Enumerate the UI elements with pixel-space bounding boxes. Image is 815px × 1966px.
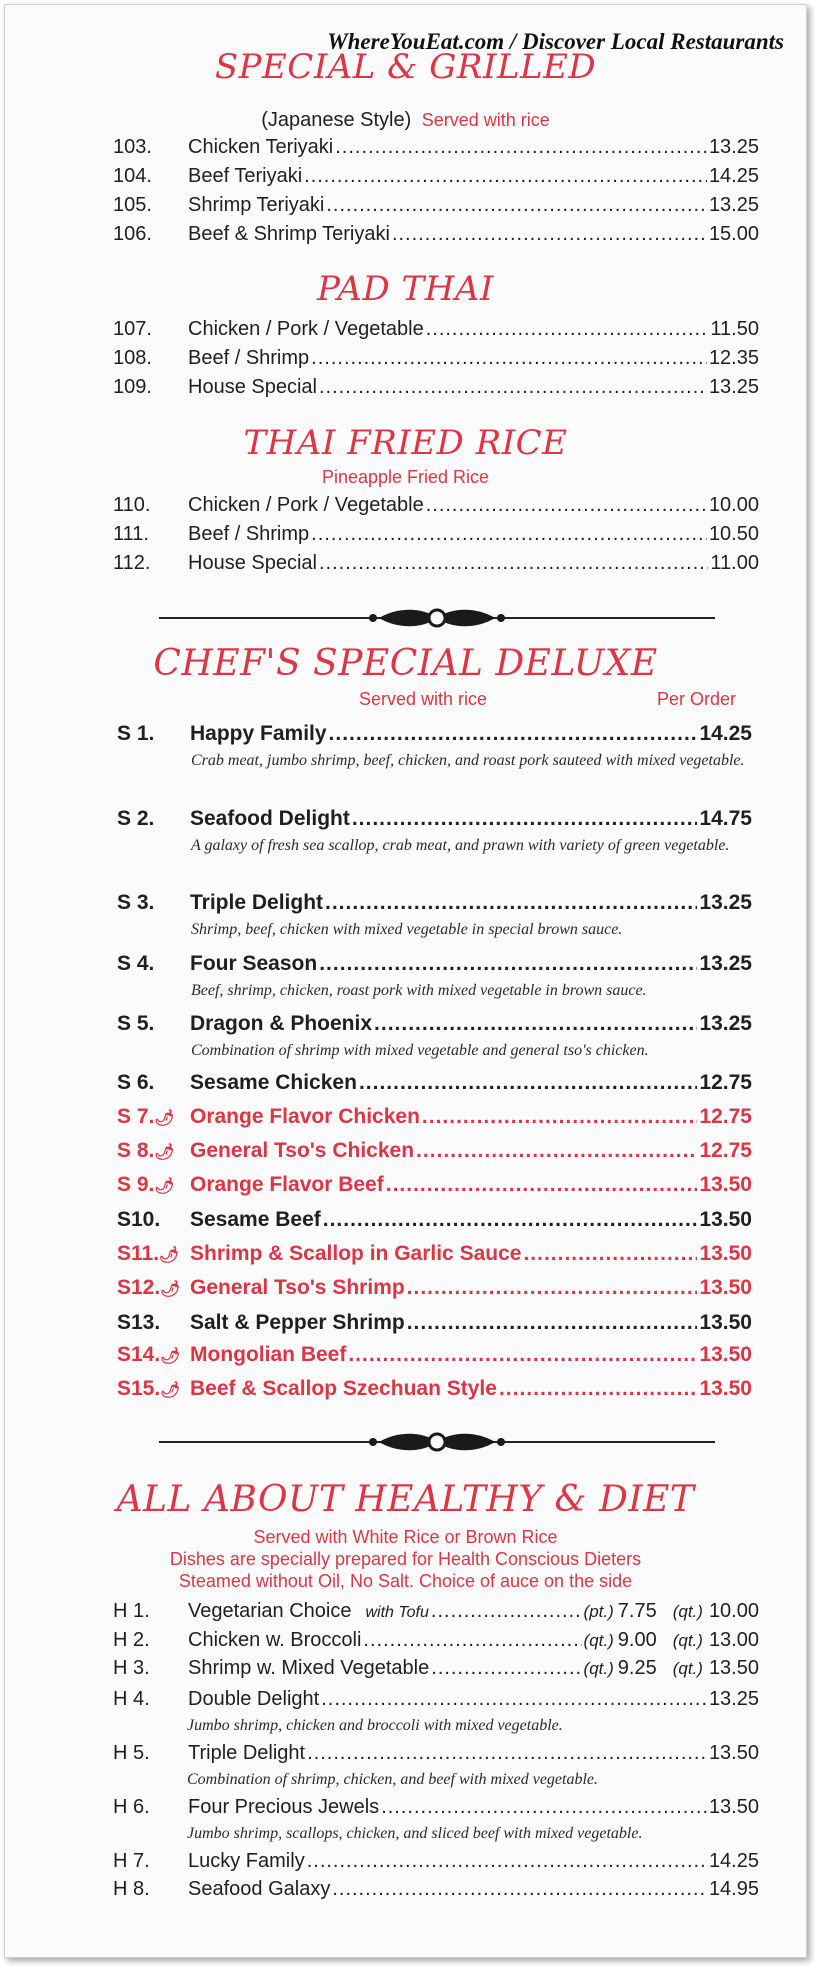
item-name: Chicken w. Broccoli	[188, 1629, 362, 1651]
item-price: 13.50	[699, 1343, 752, 1366]
item-price: 14.95	[708, 1878, 759, 1900]
dot-leader	[335, 136, 707, 159]
chili-pepper-icon: 🌶︎	[160, 1281, 181, 1298]
item-description: Crab meat, jumbo shrimp, beef, chicken, and roast pork sauteed with mixed vegetable.	[191, 752, 745, 769]
menu-item	[113, 1796, 759, 1822]
menu-item	[113, 194, 759, 220]
item-price-large: 13.50	[708, 1657, 759, 1679]
item-number: S15.🌶︎	[117, 1377, 181, 1400]
item-number: H 1.	[113, 1600, 150, 1622]
menu-item	[113, 1629, 759, 1655]
dot-leader	[386, 1173, 698, 1197]
item-description: Shrimp, beef, chicken with mixed vegetable in special brown sauce.	[191, 921, 623, 938]
item-number: H 8.	[113, 1878, 150, 1900]
pineapple-fried-rice-label: Pineapple Fried Rice	[321, 467, 490, 487]
item-number: S10.	[117, 1208, 161, 1231]
item-name: Beef & Shrimp Teriyaki	[188, 223, 390, 245]
item-number: 103.	[113, 136, 152, 158]
menu-item	[117, 952, 752, 978]
size-label: (qt.)	[672, 1602, 703, 1621]
site-header: WhereYouEat.com / Discover Local Restaurants	[327, 29, 784, 54]
dot-leader	[348, 1343, 697, 1367]
item-name: Sesame Beef	[190, 1208, 321, 1231]
item-name: Four Season	[190, 952, 318, 975]
item-name: Orange Flavor Beef	[190, 1173, 384, 1196]
item-number: H 6.	[113, 1796, 150, 1818]
item-name: Mongolian Beef	[190, 1343, 347, 1366]
item-description: Beef, shrimp, chicken, roast pork with mixed vegetable in brown sauce.	[191, 982, 647, 999]
item-price: 13.50	[699, 1276, 752, 1299]
item-name: Vegetarian Choice	[188, 1600, 352, 1622]
section-title-thai-fried-rice: THAI FRIED RICE	[243, 423, 568, 463]
dot-leader	[329, 722, 698, 746]
item-number: S 1.	[117, 722, 155, 745]
item-price: 13.25	[699, 952, 752, 975]
item-description: Combination of shrimp with mixed vegetable and general tso's chicken.	[191, 1042, 649, 1059]
ornament-divider	[159, 605, 715, 631]
section-title-special-grilled: SPECIAL & GRILLED	[214, 47, 597, 87]
item-name: General Tso's Chicken	[190, 1139, 415, 1162]
menu-item	[113, 1850, 759, 1876]
item-number: H 3.	[113, 1657, 150, 1679]
menu-item	[113, 165, 759, 191]
dot-leader	[332, 1878, 707, 1901]
item-price: 10.50	[708, 523, 759, 545]
chili-pepper-icon: 🌶︎	[154, 1144, 175, 1161]
item-name: Four Precious Jewels	[188, 1796, 380, 1818]
item-price: 12.75	[699, 1139, 752, 1162]
chili-pepper-icon: 🌶︎	[160, 1348, 181, 1365]
item-price-large: 13.00	[708, 1629, 759, 1651]
item-price: 13.25	[708, 194, 759, 216]
item-price: 13.25	[708, 136, 759, 158]
menu-item-spicy	[117, 1276, 752, 1302]
item-number: S14.🌶︎	[117, 1343, 181, 1366]
item-name: Triple Delight	[188, 1742, 306, 1764]
item-description: Jumbo shrimp, scallops, chicken, and sliced beef with mixed vegetable.	[187, 1825, 643, 1842]
special-grilled-subtitle	[5, 109, 806, 132]
menu-item	[117, 1208, 752, 1234]
item-name: Seafood Delight	[190, 807, 350, 830]
dot-leader	[352, 807, 698, 831]
dot-leader	[326, 194, 707, 217]
item-number: 104.	[113, 165, 152, 187]
menu-item	[113, 1600, 759, 1626]
item-name: Beef & Scallop Szechuan Style	[190, 1377, 497, 1400]
dot-leader	[499, 1377, 698, 1401]
dot-leader	[311, 523, 707, 546]
dot-leader	[319, 552, 708, 575]
menu-item	[113, 136, 759, 162]
item-name: Chicken / Pork / Vegetable	[188, 494, 424, 516]
item-number: 106.	[113, 223, 152, 245]
ornament-divider	[159, 1429, 715, 1455]
item-number: S 5.	[117, 1012, 155, 1035]
item-price-large: 10.00	[708, 1600, 759, 1622]
item-price-small: 9.00	[617, 1629, 657, 1651]
item-name: Double Delight	[188, 1688, 320, 1710]
menu-item-spicy	[117, 1105, 752, 1131]
menu-item	[113, 1742, 759, 1768]
menu-item	[113, 347, 759, 373]
dot-leader	[319, 376, 707, 399]
served-with-rice-label: Served with rice	[421, 110, 550, 130]
item-price-small: 7.75	[617, 1600, 657, 1622]
chili-pepper-icon: 🌶︎	[154, 1110, 175, 1127]
section-title-chefs-special: CHEF'S SPECIAL DELUXE	[153, 643, 658, 684]
item-number: H 5.	[113, 1742, 150, 1764]
item-number: H 7.	[113, 1850, 150, 1872]
menu-item	[113, 376, 759, 402]
menu-item	[113, 318, 759, 344]
healthy-note: Steamed without Oil, No Salt. Choice of auce on the side	[178, 1571, 633, 1591]
item-name: Sesame Chicken	[190, 1071, 357, 1094]
item-price: 11.00	[710, 552, 759, 574]
size-label: (pt.)	[583, 1602, 614, 1621]
dot-leader	[407, 1311, 698, 1335]
dot-leader	[304, 165, 707, 188]
per-order-label: Per Order	[657, 689, 737, 709]
item-price: 12.75	[699, 1105, 752, 1128]
item-price: 13.50	[699, 1311, 752, 1334]
item-name: Chicken / Pork / Vegetable	[188, 318, 424, 340]
item-price: 12.75	[699, 1071, 752, 1094]
menu-item	[113, 223, 759, 249]
item-name: Shrimp w. Mixed Vegetable	[188, 1657, 430, 1679]
item-number: S12.🌶︎	[117, 1276, 181, 1299]
size-label: (qt.)	[672, 1631, 703, 1650]
chili-pepper-icon: 🌶︎	[159, 1247, 180, 1264]
menu-item	[117, 807, 752, 833]
item-number: 111.	[113, 523, 149, 545]
healthy-note: Dishes are specially prepared for Health Conscious Dieters	[169, 1549, 642, 1569]
item-name: Beef / Shrimp	[188, 523, 310, 545]
item-price: 11.50	[710, 318, 759, 340]
size-label: (qt.)	[672, 1659, 703, 1678]
item-price: 13.25	[699, 891, 752, 914]
item-price: 13.50	[708, 1796, 759, 1818]
size-label: (qt.)	[583, 1631, 614, 1650]
item-number: S 7.🌶︎	[117, 1105, 175, 1128]
japanese-style-label: (Japanese Style)	[261, 109, 412, 131]
menu-item	[113, 552, 759, 578]
item-name: Shrimp Teriyaki	[188, 194, 325, 216]
chef-served-with-rice-label: Served with rice	[359, 689, 488, 709]
item-price: 13.50	[699, 1242, 752, 1265]
menu-item-spicy	[117, 1242, 752, 1268]
item-number: 108.	[113, 347, 152, 369]
menu-item-spicy	[117, 1173, 752, 1199]
item-name: Triple Delight	[190, 891, 324, 914]
item-price: 13.25	[699, 1012, 752, 1035]
item-number: S 4.	[117, 952, 155, 975]
menu-item-spicy	[117, 1139, 752, 1165]
healthy-note: Served with White Rice or Brown Rice	[253, 1527, 558, 1547]
dot-leader	[307, 1742, 707, 1765]
item-number: 105.	[113, 194, 152, 216]
dot-leader	[319, 952, 697, 976]
dot-leader	[311, 347, 707, 370]
item-name: Happy Family	[190, 722, 327, 745]
item-price: 10.00	[708, 494, 759, 516]
item-price: 13.50	[708, 1742, 759, 1764]
item-name: General Tso's Shrimp	[190, 1276, 405, 1299]
section-title-pad-thai: PAD THAI	[317, 269, 494, 309]
dot-leader	[426, 494, 707, 517]
section-title-healthy-diet: ALL ABOUT HEALTHY & DIET	[116, 1479, 695, 1520]
item-number: 112.	[113, 552, 151, 574]
dot-leader	[325, 891, 697, 915]
item-name: Dragon & Phoenix	[190, 1012, 373, 1035]
item-name: Beef / Shrimp	[188, 347, 310, 369]
item-number: S 6.	[117, 1071, 155, 1094]
item-name: Chicken Teriyaki	[188, 136, 334, 158]
item-number: S11.🌶︎	[117, 1242, 180, 1265]
menu-item-spicy	[117, 1343, 752, 1369]
menu-item	[117, 1071, 752, 1097]
item-price: 14.75	[699, 807, 752, 830]
item-note: with Tofu	[365, 1604, 429, 1621]
menu-item	[113, 1688, 759, 1714]
item-price: 13.25	[708, 376, 759, 398]
item-name: Salt & Pepper Shrimp	[190, 1311, 405, 1334]
menu-item-spicy	[117, 1377, 752, 1403]
menu-item	[117, 891, 752, 917]
item-name: Seafood Galaxy	[188, 1878, 331, 1900]
dot-leader	[321, 1688, 707, 1711]
dot-leader	[431, 1600, 582, 1623]
item-number: S 3.	[117, 891, 155, 914]
item-price: 13.50	[699, 1173, 752, 1196]
size-label: (qt.)	[583, 1659, 614, 1678]
menu-item	[117, 722, 752, 748]
menu-page	[4, 4, 807, 1958]
dot-leader	[407, 1276, 698, 1300]
item-name: House Special	[188, 376, 317, 398]
menu-item	[117, 1012, 752, 1038]
item-price: 14.25	[699, 722, 752, 745]
item-number: S13.	[117, 1311, 161, 1334]
dot-leader	[422, 1105, 698, 1129]
menu-item	[113, 494, 759, 520]
item-price-small: 9.25	[617, 1657, 657, 1679]
item-number: S 9.🌶︎	[117, 1173, 175, 1196]
item-name: Orange Flavor Chicken	[190, 1105, 420, 1128]
dot-leader	[431, 1657, 581, 1680]
item-price: 14.25	[708, 165, 759, 187]
item-price: 15.00	[708, 223, 759, 245]
dot-leader	[323, 1208, 698, 1232]
item-price: 13.25	[708, 1688, 759, 1710]
item-price: 13.50	[699, 1377, 752, 1400]
item-number: S 2.	[117, 807, 155, 830]
chili-pepper-icon: 🌶︎	[160, 1382, 181, 1399]
item-number: H 2.	[113, 1629, 150, 1651]
item-name: Lucky Family	[188, 1850, 305, 1872]
dot-leader	[392, 223, 707, 246]
item-name: Shrimp & Scallop in Garlic Sauce	[190, 1242, 522, 1265]
item-description: Jumbo shrimp, chicken and broccoli with mixed vegetable.	[187, 1717, 563, 1734]
dot-leader	[363, 1629, 581, 1652]
item-name: Beef Teriyaki	[188, 165, 303, 187]
menu-item	[113, 1657, 759, 1683]
menu-item	[113, 523, 759, 549]
item-name: House Special	[188, 552, 317, 574]
item-number: 107.	[113, 318, 152, 340]
item-number: 110.	[113, 494, 151, 516]
item-number: H 4.	[113, 1688, 150, 1710]
dot-leader	[426, 318, 709, 341]
item-number: 109.	[113, 376, 152, 398]
dot-leader	[523, 1242, 697, 1266]
item-description: A galaxy of fresh sea scallop, crab meat, and prawn with variety of green vegetable.	[191, 837, 730, 854]
dot-leader	[381, 1796, 707, 1819]
item-number: S 8.🌶︎	[117, 1139, 175, 1162]
chili-pepper-icon: 🌶︎	[154, 1178, 175, 1195]
item-description: Combination of shrimp, chicken, and beef with mixed vegetable.	[187, 1771, 599, 1788]
dot-leader	[374, 1012, 697, 1036]
menu-item	[113, 1878, 759, 1904]
dot-leader	[416, 1139, 697, 1163]
item-price: 12.35	[708, 347, 759, 369]
dot-leader	[359, 1071, 698, 1095]
dot-leader	[307, 1850, 707, 1873]
item-price: 14.25	[708, 1850, 759, 1872]
item-price: 13.50	[699, 1208, 752, 1231]
menu-item	[117, 1311, 752, 1337]
